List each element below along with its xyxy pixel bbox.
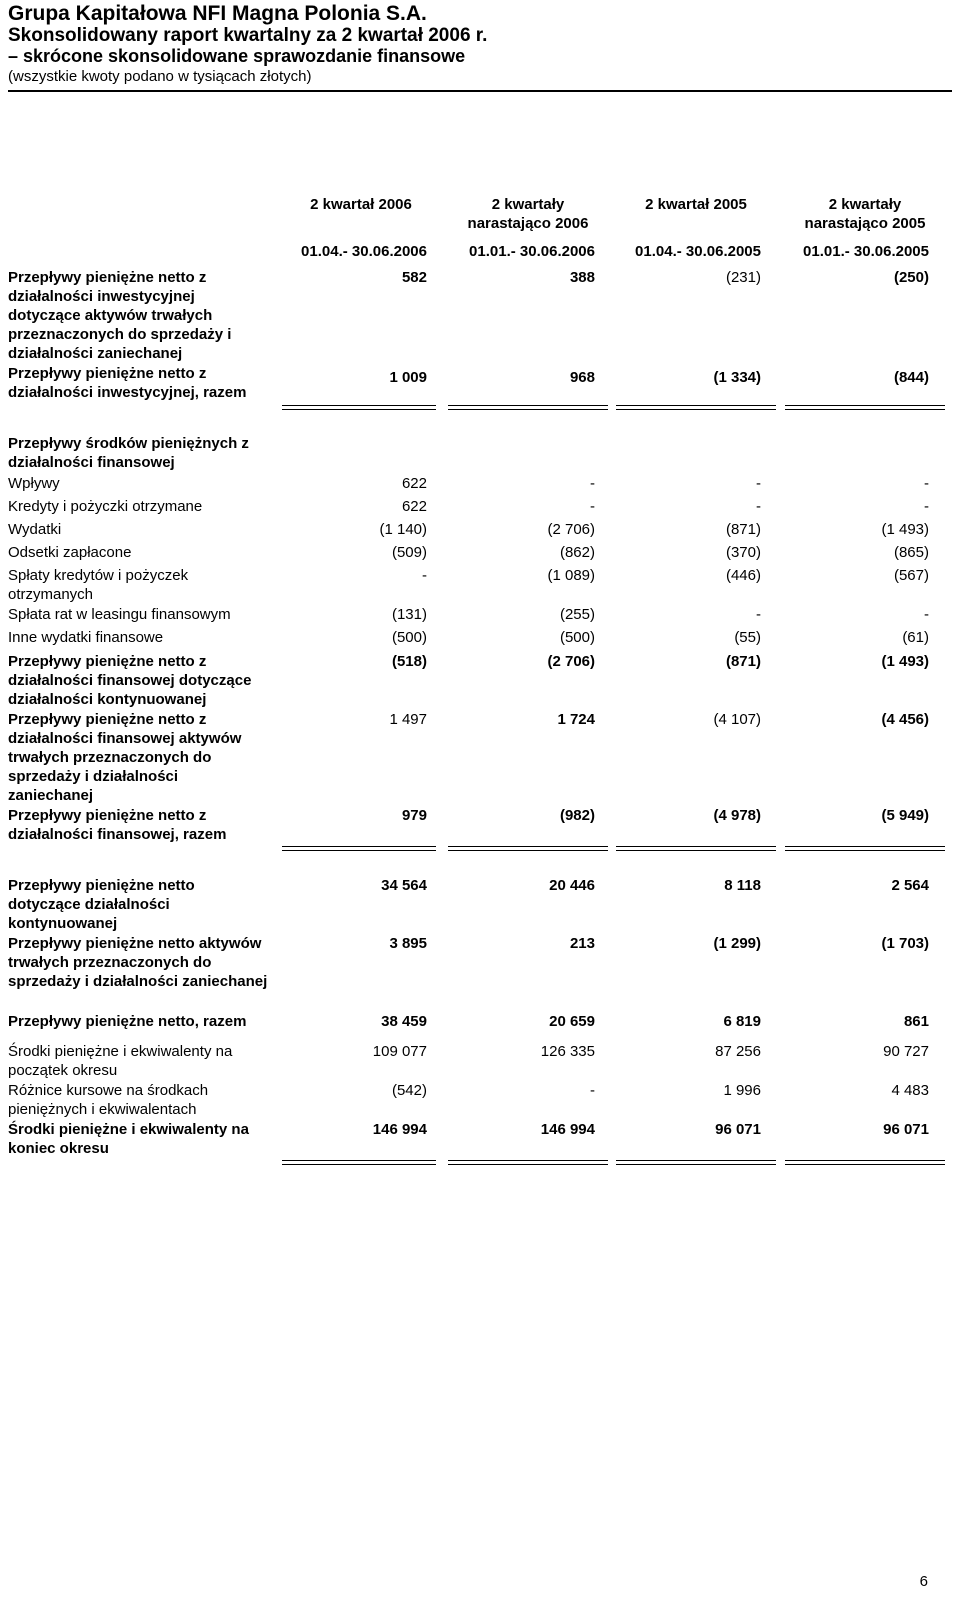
column-header-4: 2 kwartały narastająco 2005: [804, 196, 926, 232]
row-value-3: 1 996: [723, 1082, 761, 1099]
row-value-4: 4 483: [891, 1082, 929, 1099]
row-value-1: 109 077: [372, 1043, 427, 1060]
row-value-2: 1 724: [557, 711, 595, 728]
row-value-4: 90 727: [883, 1043, 929, 1060]
row-value-4: (1 703): [881, 935, 929, 952]
row-value-1: 622: [401, 498, 427, 515]
row-value-2: 388: [569, 269, 595, 286]
total-underline: [448, 1160, 608, 1165]
row-value-4: -: [924, 475, 929, 492]
report-header: [8, 2, 952, 92]
row-value-3: (1 334): [713, 369, 761, 386]
total-underline: [282, 405, 436, 410]
row-value-2: 213: [569, 935, 595, 952]
row-label: Przepływy pieniężne netto aktywów trwałych przeznaczonych do sprzedaży i działalności zaniechanej: [8, 935, 268, 990]
row-value-3: (370): [725, 544, 761, 561]
row-label: Przepływy pieniężne netto, razem: [8, 1013, 247, 1030]
row-value-4: (1 493): [881, 653, 929, 670]
row-value-3: -: [756, 606, 761, 623]
row-value-2: (862): [559, 544, 595, 561]
row-value-4: -: [924, 606, 929, 623]
row-value-1: 582: [401, 269, 427, 286]
row-value-3: 87 256: [715, 1043, 761, 1060]
total-underline: [785, 846, 945, 851]
row-value-1: -: [422, 567, 427, 584]
section-title: – skrócone skonsolidowane sprawozdanie finansowe: [8, 46, 466, 66]
row-value-1: 34 564: [381, 877, 427, 894]
row-value-1: 1 009: [389, 369, 427, 386]
row-value-2: -: [590, 475, 595, 492]
row-label: Wydatki: [8, 521, 62, 538]
row-label: Przepływy pieniężne netto z działalności finansowej aktywów trwałych przeznaczonych do sprzedaży i działalności zaniechanej: [8, 711, 242, 804]
column-period-2: 01.01.- 30.06.2006: [469, 243, 595, 260]
row-value-4: (61): [902, 629, 929, 646]
row-value-4: (865): [893, 544, 929, 561]
total-underline: [448, 405, 608, 410]
column-header-3: 2 kwartał 2005: [645, 196, 747, 213]
row-label: Spłaty kredytów i pożyczek otrzymanych: [8, 567, 189, 603]
row-value-4: (567): [893, 567, 929, 584]
row-value-1: (1 140): [379, 521, 427, 538]
row-value-2: 20 659: [549, 1013, 595, 1030]
row-value-4: (1 493): [881, 521, 929, 538]
row-value-2: (2 706): [547, 521, 595, 538]
row-value-2: (255): [559, 606, 595, 623]
column-period-4: 01.01.- 30.06.2005: [803, 243, 929, 260]
row-label: Przepływy środków pieniężnych z działalności finansowej: [8, 435, 249, 471]
row-value-2: 146 994: [540, 1121, 595, 1138]
row-value-1: 979: [401, 807, 427, 824]
total-underline: [616, 1160, 776, 1165]
total-underline: [785, 405, 945, 410]
row-value-4: -: [924, 498, 929, 515]
row-label: Przepływy pieniężne netto z działalności finansowej dotyczące działalności kontynuowanej: [8, 653, 252, 708]
row-value-4: (4 456): [881, 711, 929, 728]
row-value-4: 2 564: [891, 877, 929, 894]
total-underline: [282, 846, 436, 851]
row-value-1: 1 497: [389, 711, 427, 728]
row-value-3: (4 107): [713, 711, 761, 728]
row-value-3: (1 299): [713, 935, 761, 952]
row-value-1: 38 459: [381, 1013, 427, 1030]
row-value-1: (509): [391, 544, 427, 561]
row-label: Przepływy pieniężne netto z działalności finansowej, razem: [8, 807, 227, 843]
total-underline: [616, 846, 776, 851]
row-value-3: 6 819: [723, 1013, 761, 1030]
row-value-3: (446): [725, 567, 761, 584]
row-value-1: (518): [391, 653, 427, 670]
row-value-4: 96 071: [883, 1121, 929, 1138]
row-label: Przepływy pieniężne netto dotyczące działalności kontynuowanej: [8, 877, 195, 932]
row-value-2: 20 446: [549, 877, 595, 894]
row-label: Przepływy pieniężne netto z działalności inwestycyjnej, razem: [8, 365, 247, 401]
row-value-3: (231): [725, 269, 761, 286]
row-value-2: (500): [559, 629, 595, 646]
row-label: Różnice kursowe na środkach pieniężnych i ekwiwalentach: [8, 1082, 209, 1118]
row-value-1: 3 895: [389, 935, 427, 952]
row-value-2: (982): [559, 807, 595, 824]
total-underline: [785, 1160, 945, 1165]
row-value-3: (871): [725, 653, 761, 670]
row-label: Kredyty i pożyczki otrzymane: [8, 498, 203, 515]
row-value-4: 861: [903, 1013, 929, 1030]
row-value-3: 96 071: [715, 1121, 761, 1138]
row-value-2: 126 335: [540, 1043, 595, 1060]
row-value-3: -: [756, 498, 761, 515]
report-title: Skonsolidowany raport kwartalny za 2 kwartał 2006 r.: [8, 25, 488, 46]
row-value-3: 8 118: [724, 877, 761, 894]
total-underline: [448, 846, 608, 851]
page-number: 6: [919, 1573, 928, 1590]
column-header-2: 2 kwartały narastająco 2006: [467, 196, 589, 232]
row-value-3: -: [756, 475, 761, 492]
header-divider: [8, 90, 952, 92]
column-header-1: 2 kwartał 2006: [310, 196, 412, 213]
column-period-1: 01.04.- 30.06.2006: [301, 243, 427, 260]
row-label: Środki pieniężne i ekwiwalenty na koniec okresu: [8, 1121, 249, 1157]
row-value-2: -: [590, 1082, 595, 1099]
row-label: Przepływy pieniężne netto z działalności inwestycyjnej dotyczące aktywów trwałych przeznaczonych do sprzedaży i działalności zaniechanej: [8, 269, 232, 362]
row-value-3: (55): [734, 629, 761, 646]
row-value-1: 146 994: [372, 1121, 427, 1138]
row-label: Odsetki zapłacone: [8, 544, 132, 561]
row-value-2: (1 089): [547, 567, 595, 584]
company-name: Grupa Kapitałowa NFI Magna Polonia S.A.: [8, 2, 427, 25]
row-value-3: (4 978): [713, 807, 761, 824]
row-value-4: (250): [893, 269, 929, 286]
row-value-2: 968: [569, 369, 595, 386]
row-value-1: (500): [391, 629, 427, 646]
row-value-2: -: [590, 498, 595, 515]
row-label: Środki pieniężne i ekwiwalenty na początek okresu: [8, 1043, 233, 1079]
row-value-1: (542): [391, 1082, 427, 1099]
row-value-2: (2 706): [547, 653, 595, 670]
total-underline: [282, 1160, 436, 1165]
row-value-4: (844): [893, 369, 929, 386]
column-period-3: 01.04.- 30.06.2005: [635, 243, 761, 260]
row-label: Spłata rat w leasingu finansowym: [8, 606, 231, 623]
row-value-4: (5 949): [881, 807, 929, 824]
row-value-3: (871): [725, 521, 761, 538]
row-value-1: (131): [391, 606, 427, 623]
row-value-1: 622: [401, 475, 427, 492]
amounts-note: (wszystkie kwoty podano w tysiącach złotych): [8, 68, 312, 85]
row-label: Inne wydatki finansowe: [8, 629, 164, 646]
total-underline: [616, 405, 776, 410]
row-label: Wpływy: [8, 475, 60, 492]
